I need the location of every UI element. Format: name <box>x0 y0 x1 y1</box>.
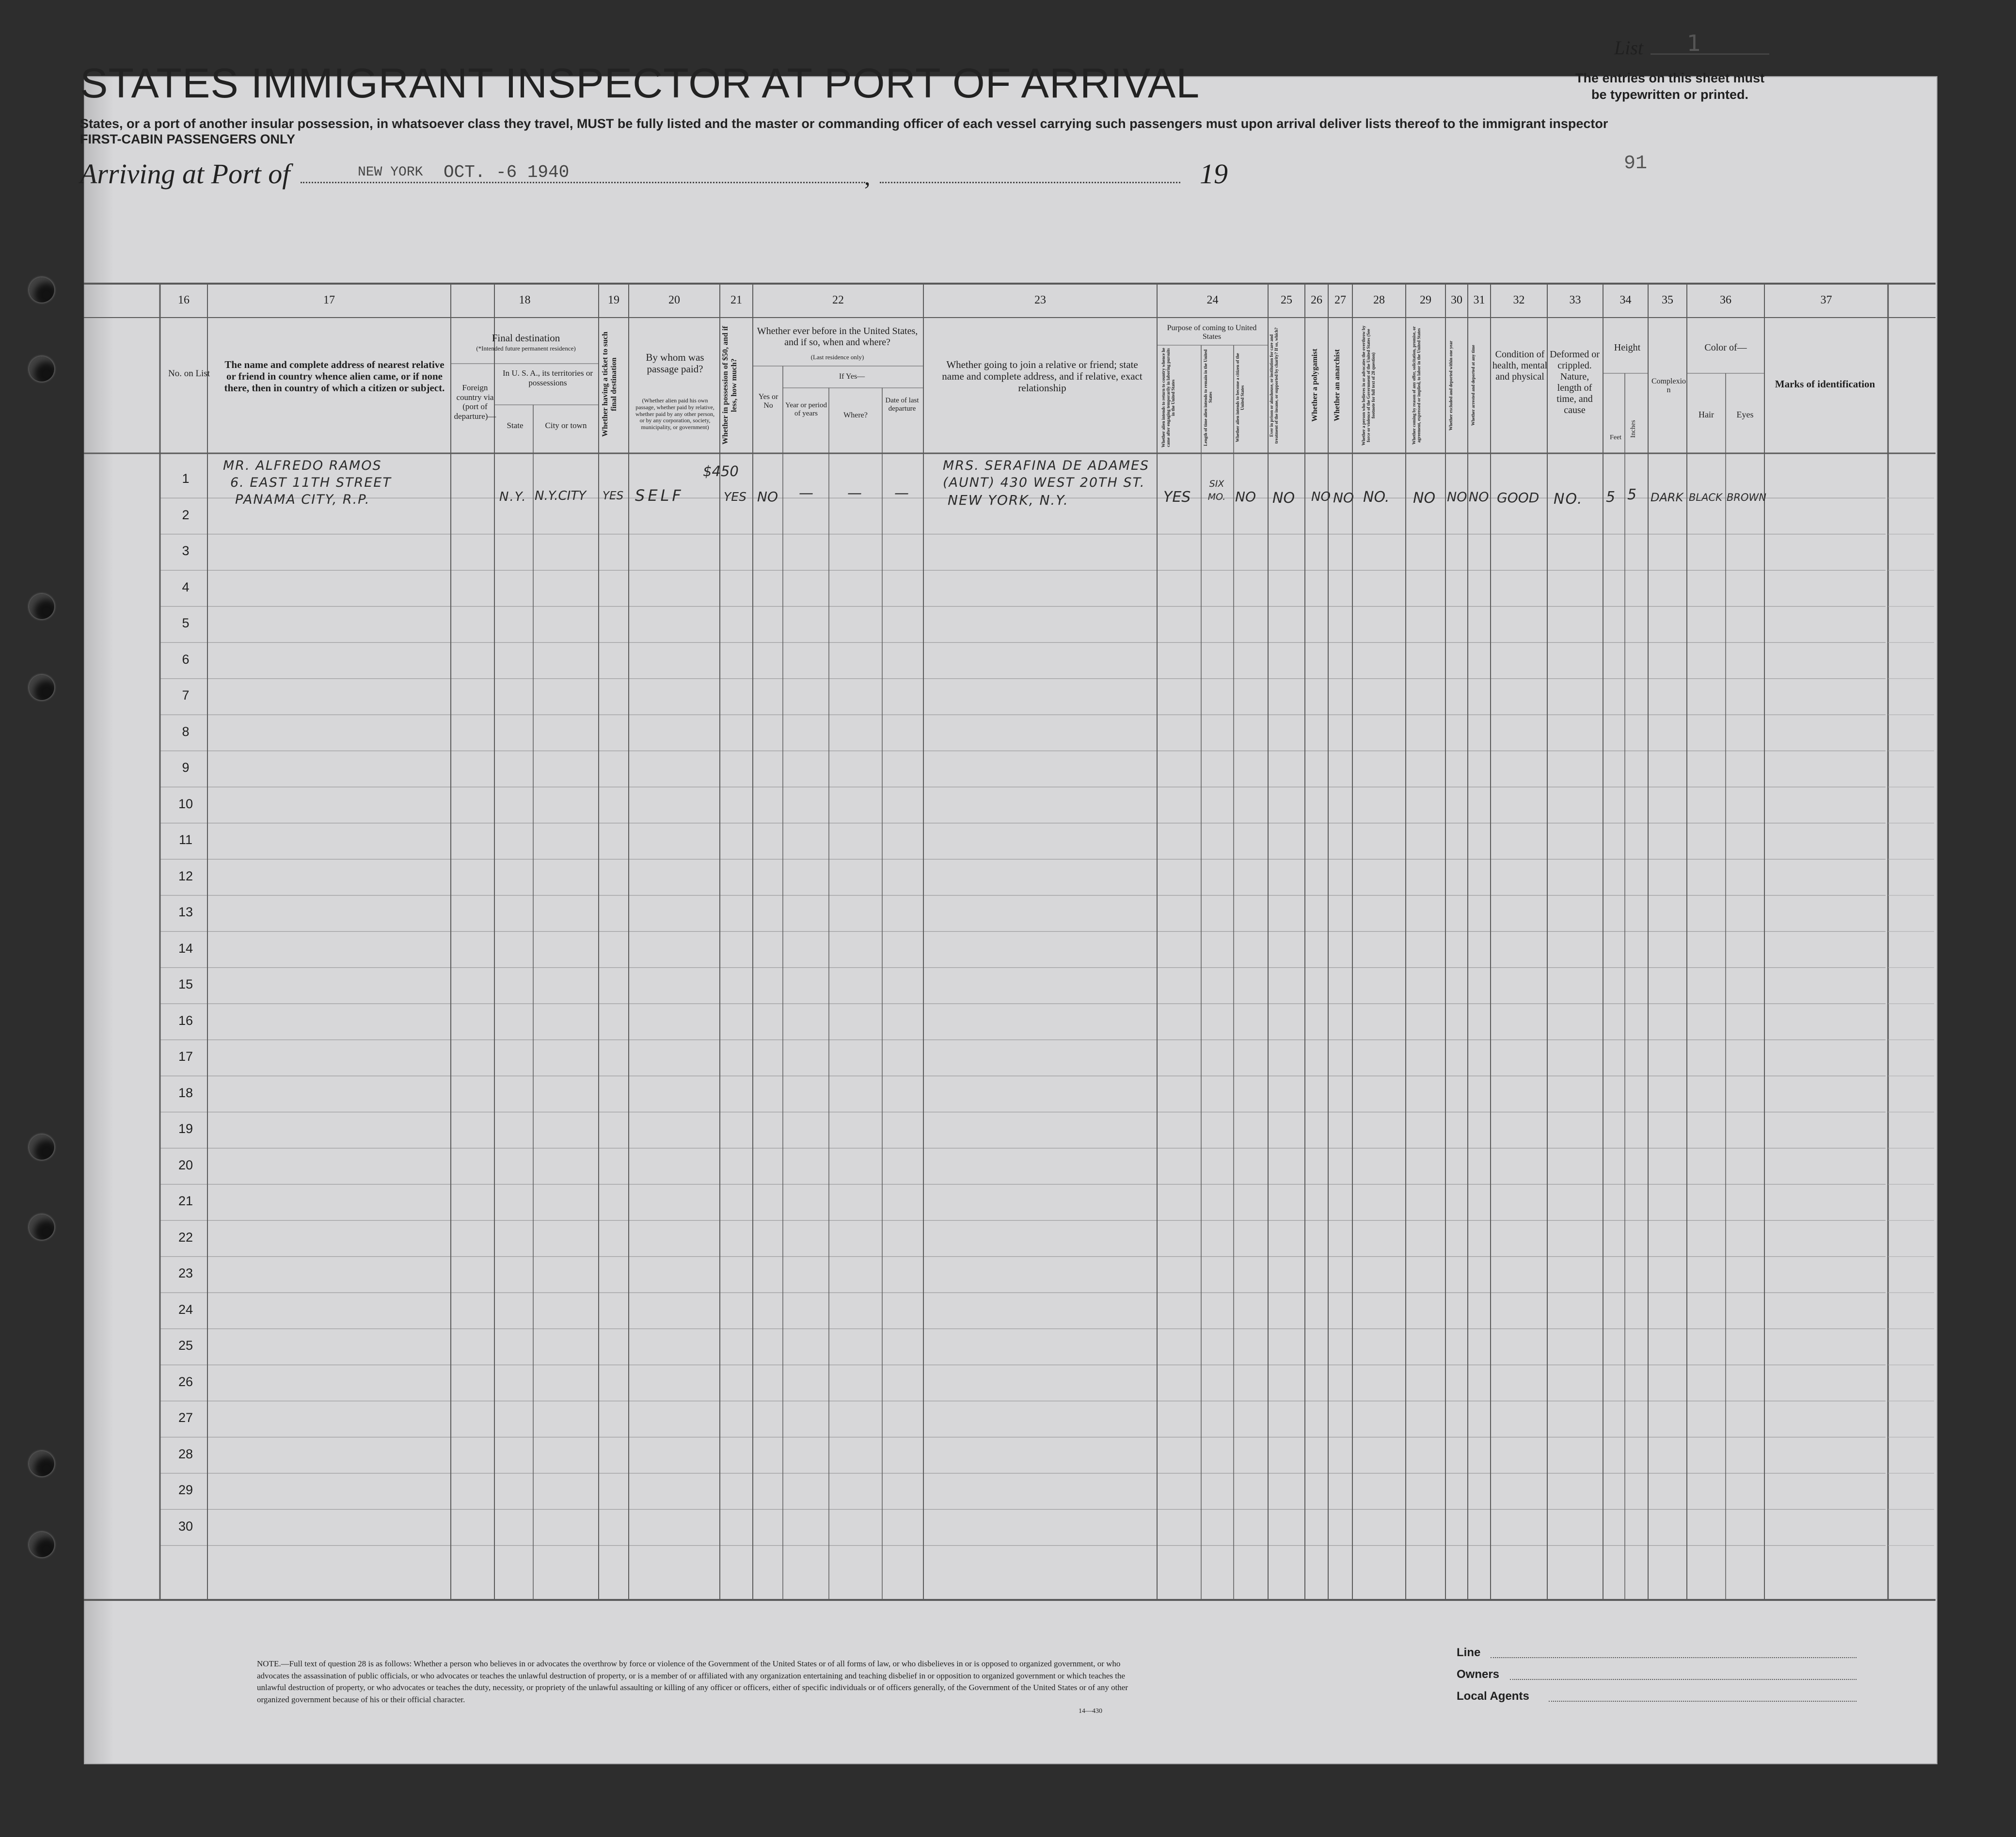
header-polygamist: Whether a polygamist <box>1311 349 1319 422</box>
header-passage-note: (Whether alien paid his own passage, whether paid by relative, whether paid by any other person, or by any corporation, society, municipality, or government) <box>635 397 715 431</box>
column-number: 32 <box>1513 294 1525 306</box>
header-purpose-citizen: Whether alien intends to become a citizen of the United States <box>1235 353 1245 442</box>
header-before-in-us: Whether ever before in the United States, and if so, when and where? <box>757 326 918 348</box>
header-joining-relative: Whether going to join a relative or friend; state name and complete address, and if relative, exact relationship <box>942 359 1143 394</box>
entry-city: N.Y.CITY <box>535 489 587 503</box>
entry-departure-dash: — <box>894 485 910 502</box>
header-eyes: Eyes <box>1736 410 1754 419</box>
entry-deformed: NO. <box>1554 491 1583 508</box>
entry-paid-by: SELF <box>635 486 684 505</box>
entry-complexion: DARK <box>1651 491 1683 504</box>
header-prison: Ever in prison or almshouse, or institution for care and treatment of the insane, or supported by charity? If so, which? <box>1269 327 1279 444</box>
entries-note-line1: The entries on this sheet must <box>1575 71 1765 85</box>
header-identification-marks: Marks of identification <box>1775 378 1875 390</box>
column-number: 27 <box>1334 294 1346 306</box>
header-inches: Inches <box>1630 420 1637 438</box>
column-number: 31 <box>1473 294 1485 306</box>
column-number: 24 <box>1206 294 1219 306</box>
arriving-port-label: Arriving at Port of <box>80 158 290 190</box>
row-number: 27 <box>178 1410 193 1425</box>
header-final-destination: Final destination <box>492 332 560 344</box>
form-number: 14—430 <box>1079 1708 1102 1715</box>
header-foreign-country: Foreign country via (port of departure)— <box>454 383 496 421</box>
cabin-class-label: FIRST-CABIN PASSENGERS ONLY <box>80 132 296 146</box>
entry-ticket: YES <box>603 490 624 502</box>
entry-polygamist: NO <box>1311 490 1331 504</box>
entry-years-dash: — <box>799 485 814 502</box>
entries-note-line2: be typewritten or printed. <box>1591 87 1749 102</box>
header-final-destination-sub: (*Intended future permanent residence) <box>476 345 576 352</box>
column-number: 16 <box>178 294 190 306</box>
row-number: 16 <box>178 1013 193 1028</box>
column-number: 20 <box>668 294 680 306</box>
row-number: 21 <box>178 1194 193 1208</box>
footnote-question-28: NOTE.—Full text of question 28 is as follows: Whether a person who believes in or advocates the overthrow by force or violence of the Government of the United States or of all forms of law, or who disbelieves in or is opposed to organized government, or who advocates the assassination of public officials, or who advocates or teaches the unlawful destruction of property, or is a member of or affiliated with any organization entertaining and teaching disbelief in or opposition to organized government or which teaches the unlawful destruction of property, or who advocates or teaches the duty, necessity, or propriety of the unlawful assaulting or killing of any officer or officers, either of specific individuals or of officers generally, of the Government of the United States or of any other organized government because of his or their official character. <box>257 1659 1128 1704</box>
header-purpose: Purpose of coming to United States <box>1167 324 1257 341</box>
entry-relative-name: MR. ALFREDO RAMOS <box>223 458 382 473</box>
form-title: STATES IMMIGRANT INSPECTOR AT PORT OF ARRIVAL <box>80 60 1200 107</box>
row-number: 29 <box>178 1483 193 1497</box>
header-years: Year or period of years <box>785 401 827 418</box>
form-instructions: States, or a port of another insular possession, in whatsoever class they travel, MUST be fully listed and the master or commanding officer of each vessel carrying such passengers must upon arrival deliver lists thereof to the immigrant inspector <box>80 116 1608 131</box>
entry-joining-name: MRS. SERAFINA DE ADAMES <box>943 458 1150 473</box>
column-number: 23 <box>1034 294 1046 306</box>
row-number: 11 <box>178 832 193 847</box>
entry-question-30: NO <box>1447 490 1467 505</box>
entry-prison: NO <box>1272 490 1295 507</box>
column-number: 18 <box>519 294 531 306</box>
column-number: 26 <box>1311 294 1322 306</box>
column-number: 25 <box>1281 294 1292 306</box>
entry-before-in-us: NO <box>757 489 778 505</box>
row-number: 15 <box>178 977 193 991</box>
row-number: 14 <box>178 941 193 956</box>
year-prefix: 19 <box>1200 158 1228 190</box>
row-number: 6 <box>182 652 190 667</box>
header-where: Where? <box>843 411 868 419</box>
row-number: 13 <box>178 905 193 919</box>
header-feet: Feet <box>1609 434 1622 441</box>
list-number: 1 <box>1687 30 1701 56</box>
local-agents-label: Local Agents <box>1457 1690 1529 1703</box>
header-yes-no: Yes or No <box>758 393 778 410</box>
line-signature-line <box>1491 1657 1857 1658</box>
entry-money-amount: $450 <box>703 463 739 479</box>
row-number: 9 <box>182 760 190 775</box>
header-complexion: Complexion <box>1651 377 1686 395</box>
column-number: 34 <box>1619 294 1632 306</box>
row-number: 12 <box>178 868 193 883</box>
column-number: 29 <box>1420 294 1431 306</box>
entry-where-dash: — <box>847 485 863 502</box>
row-number: 18 <box>178 1085 193 1100</box>
row-number: 28 <box>178 1446 193 1461</box>
row-number: 20 <box>178 1157 193 1172</box>
header-if-yes: If Yes— <box>839 372 865 381</box>
entry-relative-street: 6. EAST 11TH STREET <box>230 475 392 490</box>
row-number: 24 <box>178 1302 193 1317</box>
row-number: 30 <box>178 1518 193 1533</box>
row-number: 10 <box>178 796 193 811</box>
column-number: 30 <box>1451 294 1462 306</box>
column-number: 28 <box>1373 294 1385 306</box>
header-city: City or town <box>545 421 587 430</box>
owners-label: Owners <box>1457 1668 1500 1681</box>
entry-purpose-citizen: NO <box>1235 489 1256 505</box>
header-purpose-return: Whether alien intends to return to country whence he came after engaging temporarily in laboring pursuits in the United States <box>1161 348 1175 447</box>
entry-question-29: NO <box>1413 490 1436 507</box>
column-number: 22 <box>832 294 844 306</box>
entry-inches: 5 <box>1627 486 1638 503</box>
entry-relative-city: PANAMA CITY, R.P. <box>235 492 370 507</box>
header-deformed: Deformed or crippled. Nature, length of time, and cause <box>1550 349 1600 415</box>
entry-purpose-length: SIX MO. <box>1207 479 1226 502</box>
row-number: 8 <box>182 724 190 739</box>
header-before-in-us-sub: (Last residence only) <box>810 353 864 361</box>
row-number: 1 <box>182 471 190 486</box>
entry-joining-city: NEW YORK, N.Y. <box>948 492 1069 508</box>
row-number: 17 <box>178 1049 193 1064</box>
header-color-of: Color of— <box>1704 342 1747 353</box>
column-number: 36 <box>1720 294 1731 306</box>
entry-health: GOOD <box>1497 490 1540 506</box>
entry-anarchist: NO <box>1333 490 1354 506</box>
row-number: 5 <box>182 616 190 630</box>
entry-money: YES <box>724 490 746 504</box>
header-passage-paid: By whom was passage paid? <box>646 351 704 375</box>
header-question-30: Whether excluded and deported within one year <box>1448 340 1453 431</box>
header-in-usa: In U. S. A., its territories or possessions <box>502 368 593 387</box>
comma-separator: , <box>864 163 871 190</box>
header-purpose-length: Length of time alien intends to remain in the United States <box>1203 349 1213 446</box>
column-number: 17 <box>323 294 335 306</box>
list-label: List <box>1614 37 1644 59</box>
row-number: 26 <box>178 1374 193 1389</box>
row-number: 22 <box>178 1230 193 1245</box>
header-last-departure: Date of last departure <box>885 397 919 413</box>
header-hair: Hair <box>1699 410 1714 419</box>
entry-eyes: BROWN <box>1727 492 1767 503</box>
header-nearest-relative: The name and complete address of nearest relative or friend in country whence alien came, or if none there, then in country of which a citizen or subject. <box>224 359 445 394</box>
header-height: Height <box>1614 342 1641 353</box>
row-number: 3 <box>182 543 190 558</box>
header-question-28: Whether a person who believes in or advocates the overthrow by force or violence of the Government of the United States (See footnote for full text of 28 question) <box>1361 325 1376 446</box>
row-number: 2 <box>182 507 190 522</box>
entry-question-31: NO <box>1469 490 1489 505</box>
entry-joining-street: (AUNT) 430 WEST 20TH ST. <box>943 475 1145 490</box>
header-no-on-list: No. on List <box>168 368 210 379</box>
header-fifty-dollars: Whether in possession of $50, and if less, how much? <box>721 326 738 445</box>
sheet-number: 91 <box>1624 153 1648 175</box>
column-number: 19 <box>608 294 619 306</box>
row-number: 4 <box>182 579 190 594</box>
column-number: 21 <box>730 294 742 306</box>
row-number: 7 <box>182 688 190 703</box>
line-label: Line <box>1457 1646 1481 1659</box>
port-stamp: NEW YORK <box>358 165 423 180</box>
entry-question-28: NO. <box>1363 489 1390 506</box>
column-number: 33 <box>1569 294 1581 306</box>
header-anarchist: Whether an anarchist <box>1333 349 1341 422</box>
row-number: 19 <box>178 1121 193 1136</box>
date-stamp: OCT. -6 1940 <box>444 162 570 182</box>
column-number: 35 <box>1662 294 1673 306</box>
header-health: Condition of health, mental and physical <box>1492 349 1548 382</box>
header-question-29: Whether coming by reason of any offer, solicitation, promise, or agreement, expressed or implied, to labor in the United States <box>1412 326 1421 445</box>
owners-signature-line <box>1510 1679 1857 1680</box>
row-number: 23 <box>178 1266 193 1280</box>
header-question-31: Whether arrested and deported at any time <box>1471 345 1476 426</box>
row-number: 25 <box>178 1338 193 1353</box>
entry-feet: 5 <box>1606 489 1617 506</box>
column-number: 37 <box>1820 294 1832 306</box>
agents-signature-line <box>1549 1701 1857 1702</box>
entry-hair: BLACK <box>1689 492 1722 503</box>
entry-purpose-return: YES <box>1163 489 1191 506</box>
header-state: State <box>507 421 524 430</box>
header-ticket: Whether having a ticket to such final destination <box>601 331 618 437</box>
entry-state: N.Y. <box>499 490 527 504</box>
